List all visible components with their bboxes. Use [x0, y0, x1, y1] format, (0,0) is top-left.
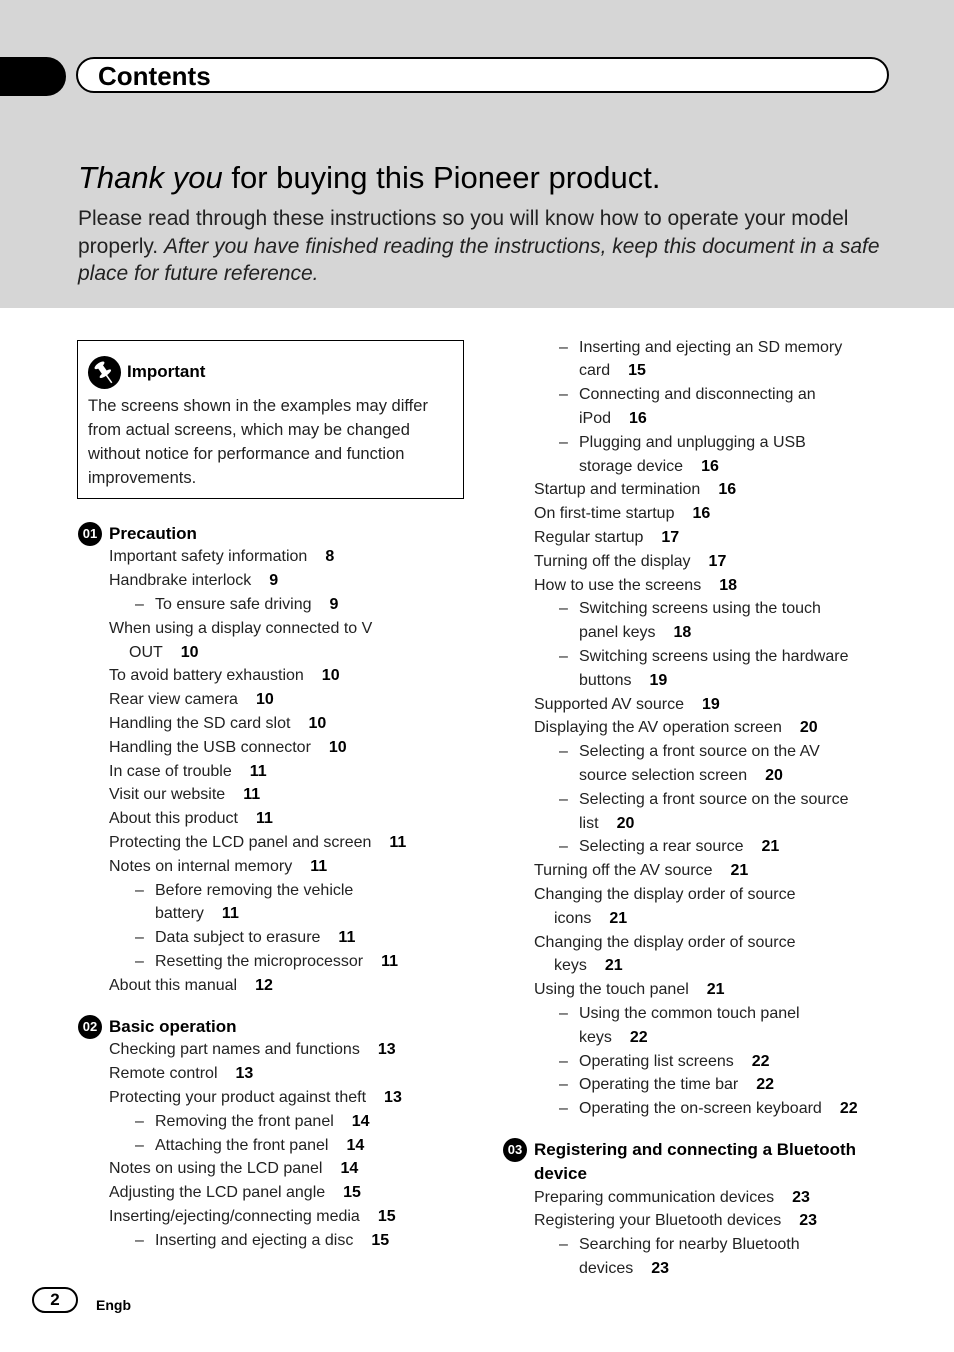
entry-text-continued: icons: [554, 909, 592, 927]
toc-entry: [534, 1186, 810, 1210]
dash-bullet: –: [559, 433, 568, 451]
entry-continued: [579, 455, 719, 479]
page-ref: 11: [381, 952, 399, 970]
entry-text-continued: devices: [579, 1259, 634, 1277]
entry-continued: [579, 407, 647, 431]
contents-header: [76, 57, 889, 93]
page-ref: 14: [346, 1136, 365, 1154]
entry-text: Regular startup: [534, 528, 644, 546]
toc-subentry: [135, 593, 338, 617]
entry-continued: [579, 764, 783, 788]
entry-text: Connecting and disconnecting an: [579, 386, 816, 404]
toc-subentry: [559, 597, 821, 621]
entry-text: Attaching the front panel: [155, 1136, 329, 1154]
page-ref: 20: [799, 719, 818, 737]
page-ref: 19: [649, 671, 668, 689]
toc-entry: [109, 569, 278, 593]
entry-text: Rear view camera: [109, 691, 238, 709]
toc-subentry: [559, 1097, 858, 1121]
toc-entry: [534, 883, 796, 907]
toc-subentry: [559, 336, 842, 360]
dash-bullet: –: [559, 743, 568, 761]
page-ref: 21: [706, 981, 725, 999]
toc-subentry: [135, 1134, 364, 1158]
page-ref: 23: [799, 1212, 818, 1230]
page-ref: 21: [761, 838, 780, 856]
page-ref: 22: [756, 1076, 774, 1094]
toc-subentry: [559, 431, 806, 455]
page-ref: 16: [629, 409, 647, 427]
page-ref: 22: [629, 1028, 648, 1046]
page-ref: 19: [702, 695, 720, 713]
entry-continued: [579, 812, 634, 836]
entry-text: Registering your Bluetooth devices: [534, 1212, 782, 1230]
dash-bullet: –: [559, 1076, 568, 1094]
dash-bullet: –: [135, 595, 144, 613]
toc-entry: [534, 693, 720, 717]
entry-text: Using the common touch panel: [579, 1004, 800, 1022]
entry-text-continued: iPod: [579, 409, 612, 427]
page-title-rest: for buying this Pioneer product.: [222, 160, 661, 195]
toc-subentry: [135, 1110, 370, 1134]
page-ref: 17: [661, 528, 680, 546]
entry-text: Preparing communication devices: [534, 1188, 775, 1206]
toc-entry: [109, 617, 372, 641]
entry-text: Selecting a front source on the source: [579, 790, 849, 808]
section-number-badge: 01: [78, 522, 102, 546]
entry-continued: [579, 669, 667, 693]
page-ref: 12: [255, 976, 273, 994]
toc-entry: [534, 550, 726, 574]
entry-continued: [554, 907, 627, 931]
entry-text-continued: OUT: [129, 643, 163, 661]
entry-text: To ensure safe driving: [155, 595, 312, 613]
section-title: Basic operation: [109, 1016, 237, 1036]
dash-bullet: –: [135, 929, 144, 947]
toc-entry: [534, 574, 737, 598]
entry-text: Operating the on-screen keyboard: [579, 1100, 822, 1118]
page-ref: 11: [249, 762, 267, 780]
toc-entry: [109, 1157, 358, 1181]
toc-subentry: [559, 835, 779, 859]
page-ref: 22: [839, 1100, 858, 1118]
page-ref: 11: [338, 929, 356, 947]
entry-text: Switching screens using the touch: [579, 600, 821, 618]
entry-text: Turning off the display: [534, 552, 691, 570]
entry-text: Remote control: [109, 1065, 218, 1083]
intro-text: [78, 205, 898, 288]
page-ref: 22: [751, 1052, 770, 1070]
page-ref: 23: [651, 1259, 670, 1277]
toc-entry: [109, 807, 273, 831]
toc-subentry: [135, 1229, 389, 1253]
entry-text: When using a display connected to V: [109, 619, 373, 637]
entry-text: Operating the time bar: [579, 1076, 739, 1094]
entry-text-continued: list: [579, 814, 599, 832]
entry-text: Changing the display order of source: [534, 885, 796, 903]
dash-bullet: –: [135, 881, 144, 899]
toc-entry: [109, 664, 340, 688]
entry-text: Resetting the microprocessor: [155, 952, 364, 970]
entry-text: Switching screens using the hardware: [579, 647, 849, 665]
page-ref: 11: [243, 786, 261, 804]
page-ref: 13: [384, 1088, 402, 1106]
page-ref: 10: [321, 667, 340, 685]
dash-bullet: –: [559, 338, 568, 356]
entry-text: Inserting and ejecting an SD memory: [579, 338, 843, 356]
page-ref: 20: [616, 814, 635, 832]
section-title-continued: device: [534, 1163, 587, 1183]
dash-bullet: –: [135, 1231, 144, 1249]
toc-entry: [109, 688, 274, 712]
toc-subentry: [135, 879, 353, 903]
toc-subentry: [135, 950, 398, 974]
dash-bullet: –: [135, 1136, 144, 1154]
entry-text: Turning off the AV source: [534, 862, 713, 880]
entry-text: About this product: [109, 810, 238, 828]
entry-text-continued: battery: [155, 905, 204, 923]
entry-text: On first-time startup: [534, 505, 675, 523]
toc-subentry: [559, 1233, 800, 1257]
page-number: 2: [32, 1287, 78, 1313]
entry-text: Adjusting the LCD panel angle: [109, 1184, 326, 1202]
entry-continued: [579, 359, 646, 383]
page-ref: 11: [310, 857, 328, 875]
toc-entry: [534, 978, 725, 1002]
page-ref: 15: [343, 1184, 361, 1202]
page-ref: 9: [329, 595, 339, 613]
toc-entry: [109, 831, 406, 855]
toc-entry: [109, 783, 260, 807]
entry-text: Operating list screens: [579, 1052, 734, 1070]
page-ref: 10: [180, 643, 199, 661]
entry-continued: [554, 954, 623, 978]
important-heading: [87, 355, 205, 390]
page-ref: 8: [325, 548, 335, 566]
entry-text: Selecting a rear source: [579, 838, 744, 856]
page-title-italic: Thank you: [78, 160, 223, 195]
toc-subentry: [135, 926, 355, 950]
entry-text: Important safety information: [109, 548, 308, 566]
toc-entry: [534, 502, 710, 526]
page-ref: 23: [792, 1188, 810, 1206]
dash-bullet: –: [559, 1004, 568, 1022]
toc-subentry: [559, 740, 820, 764]
toc-entry: [534, 859, 748, 883]
dash-bullet: –: [559, 647, 568, 665]
entry-text: Handbrake interlock: [109, 572, 252, 590]
entry-text-continued: source selection screen: [579, 766, 748, 784]
page-ref: 15: [377, 1207, 396, 1225]
toc-subentry: [559, 788, 849, 812]
entry-text-continued: panel keys: [579, 624, 656, 642]
toc-entry: [534, 478, 736, 502]
entry-text: Before removing the vehicle: [155, 881, 354, 899]
section-title: Registering and connecting a Bluetooth: [534, 1139, 857, 1159]
page-ref: 10: [328, 738, 347, 756]
entry-text: Notes on using the LCD panel: [109, 1160, 323, 1178]
entry-text: Removing the front panel: [155, 1112, 334, 1130]
page-title: [78, 158, 660, 198]
header-band: [0, 0, 954, 308]
entry-text: Selecting a front source on the AV: [579, 743, 820, 761]
toc-subentry: [559, 645, 848, 669]
entry-text: Displaying the AV operation screen: [534, 719, 782, 737]
toc-subentry: [559, 1002, 800, 1026]
entry-text: Changing the display order of source: [534, 933, 796, 951]
page-ref: 10: [308, 714, 327, 732]
section-number-badge: 02: [78, 1015, 102, 1039]
section-title: Precaution: [109, 523, 197, 543]
page-ref: 18: [673, 624, 692, 642]
entry-text: Plugging and unplugging a USB: [579, 433, 806, 451]
toc-subentry: [559, 383, 816, 407]
entry-text: Searching for nearby Bluetooth: [579, 1236, 800, 1254]
page-ref: 11: [389, 833, 407, 851]
entry-continued: [579, 1026, 648, 1050]
entry-text: Protecting your product against theft: [109, 1088, 367, 1106]
entry-continued: [579, 621, 691, 645]
dash-bullet: –: [135, 952, 144, 970]
page-ref: 15: [628, 362, 646, 380]
dash-bullet: –: [559, 386, 568, 404]
page-ref: 14: [351, 1112, 370, 1130]
entry-text: How to use the screens: [534, 576, 702, 594]
toc-subentry: [559, 1073, 774, 1097]
toc-entry: [534, 716, 818, 740]
toc-entry: [109, 1205, 396, 1229]
dash-bullet: –: [559, 790, 568, 808]
toc-entry: [534, 1209, 817, 1233]
entry-text: Handling the SD card slot: [109, 714, 291, 732]
page-ref: 13: [377, 1041, 396, 1059]
entry-text: Supported AV source: [534, 695, 685, 713]
page-ref: 10: [255, 691, 274, 709]
important-notice: [77, 340, 464, 499]
page-ref: 16: [718, 481, 737, 499]
entry-text: Checking part names and functions: [109, 1041, 360, 1059]
page-ref: 16: [692, 505, 711, 523]
toc-entry: [109, 974, 273, 998]
entry-text: Inserting/ejecting/connecting media: [109, 1207, 360, 1225]
page-ref: 17: [708, 552, 727, 570]
dash-bullet: –: [559, 1236, 568, 1254]
page-ref: 16: [701, 457, 719, 475]
page-ref: 11: [255, 810, 273, 828]
toc-entry: [534, 526, 679, 550]
entry-text: Visit our website: [109, 786, 226, 804]
entry-text: Data subject to erasure: [155, 929, 321, 947]
toc-entry: [109, 1062, 253, 1086]
entry-continued: [129, 641, 199, 665]
entry-text-continued: card: [579, 362, 611, 380]
toc-entry: [109, 855, 327, 879]
entry-continued: [579, 1257, 669, 1281]
entry-text: In case of trouble: [109, 762, 232, 780]
toc-subentry: [559, 1050, 770, 1074]
entry-text-continued: keys: [579, 1028, 612, 1046]
language-code: Engb: [96, 1297, 131, 1313]
entry-continued: [155, 902, 239, 926]
dash-bullet: –: [559, 600, 568, 618]
dash-bullet: –: [135, 1112, 144, 1130]
dash-bullet: –: [559, 1100, 568, 1118]
entry-text: About this manual: [109, 976, 238, 994]
toc-entry: [109, 1038, 396, 1062]
page-ref: 14: [340, 1160, 359, 1178]
important-label: Important: [127, 361, 206, 381]
toc-entry: [109, 1086, 402, 1110]
entry-text-continued: storage device: [579, 457, 684, 475]
important-text: The screens shown in the examples may differ from actual screens, which may be changed without notice for performance and function improvements.: [88, 397, 428, 487]
entry-text: Using the touch panel: [534, 981, 689, 999]
toc-entry: [109, 760, 267, 784]
page-ref: 15: [371, 1231, 390, 1249]
toc-entry: [109, 545, 334, 569]
page-ref: 9: [269, 572, 279, 590]
page-ref: 20: [765, 766, 783, 784]
page-ref: 18: [719, 576, 737, 594]
dash-bullet: –: [559, 1052, 568, 1070]
toc-entry: [534, 931, 796, 955]
dash-bullet: –: [559, 838, 568, 856]
intro-plain: Please read through these instructions so you will know how to operate your model properly.: [78, 207, 849, 258]
entry-text-continued: keys: [554, 957, 587, 975]
page-ref: 21: [730, 862, 749, 880]
entry-text: Notes on internal memory: [109, 857, 293, 875]
entry-text: Protecting the LCD panel and screen: [109, 833, 372, 851]
toc-entry: [109, 1181, 361, 1205]
section-tab: [0, 57, 66, 96]
entry-text-continued: buttons: [579, 671, 632, 689]
page-ref: 13: [235, 1065, 254, 1083]
page-ref: 11: [221, 905, 239, 923]
toc-entry: [109, 712, 326, 736]
entry-text: To avoid battery exhaustion: [109, 667, 304, 685]
section-number-badge: 03: [503, 1138, 527, 1162]
intro-italic: After you have finished reading the instructions, keep this document in a safe place for future reference.: [78, 234, 880, 285]
entry-text: Inserting and ejecting a disc: [155, 1231, 354, 1249]
page-ref: 21: [604, 957, 623, 975]
contents-title: Contents: [98, 61, 211, 91]
pushpin-icon: [87, 355, 122, 390]
entry-text: Handling the USB connector: [109, 738, 311, 756]
entry-text: Startup and termination: [534, 481, 701, 499]
page-ref: 21: [609, 909, 628, 927]
toc-entry: [109, 736, 347, 760]
